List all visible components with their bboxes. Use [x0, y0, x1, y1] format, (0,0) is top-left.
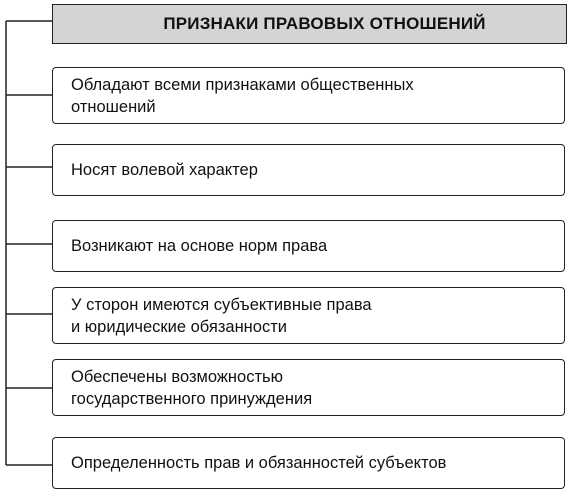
feature-text-1 [71, 74, 414, 118]
feature-box-3 [52, 220, 565, 272]
feature-box-2 [52, 144, 565, 196]
feature-box-6 [52, 437, 565, 489]
diagram-title: ПРИЗНАКИ ПРАВОВЫХ ОТНОШЕНИЙ [163, 14, 486, 33]
feature-text-5 [71, 366, 312, 410]
feature-box-5 [52, 359, 565, 416]
feature-text-5-line1: Обеспечены возможностью [71, 367, 283, 386]
feature-text-2: Носят волевой характер [71, 161, 258, 179]
feature-text-1-line1: Обладают всеми признаками общественных [71, 75, 414, 94]
feature-text-1-line2: отношений [71, 97, 156, 116]
feature-text-6: Определенность прав и обязанностей субъектов [71, 454, 447, 472]
feature-box-4 [52, 287, 565, 344]
feature-text-4-line2: и юридические обязанности [71, 317, 287, 336]
feature-text-3: Возникают на основе норм права [71, 237, 328, 255]
diagram-title-box [52, 4, 567, 44]
feature-text-4 [71, 294, 372, 338]
feature-text-4-line1: У сторон имеются субъективные права [71, 295, 372, 314]
feature-text-5-line2: государственного принуждения [71, 389, 313, 408]
feature-box-1 [52, 67, 565, 124]
